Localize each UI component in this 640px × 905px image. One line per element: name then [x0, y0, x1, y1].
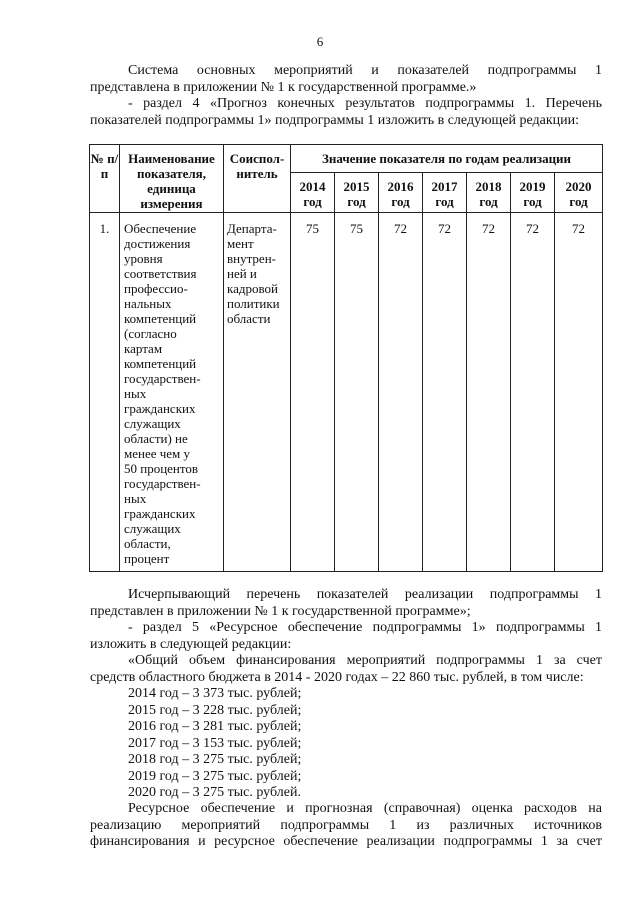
cell-value: 72 [379, 213, 423, 572]
dept-line: мент [227, 236, 254, 251]
name-line: Обеспечение [124, 221, 197, 236]
header-values: Значение показателя по годам реализации [291, 145, 603, 173]
text-line: Исчерпывающий перечень показателей реализации подпрограммы 1 [128, 587, 602, 602]
list-item: 2014 год – 3 373 тыс. рублей; [128, 686, 302, 701]
text-line: показателей подпрограммы 1» подпрограммы 1 изложить в следующей редакции: [90, 112, 580, 128]
header-year: 2019 год [511, 173, 555, 213]
name-line: нальных [124, 296, 172, 311]
name-line: профессио- [124, 281, 188, 296]
header-name: Наименование показателя, единица измерения [120, 145, 224, 213]
name-line: достижения [124, 236, 191, 251]
name-line: служащих [124, 521, 181, 536]
text-line: представлен в приложении № 1 к государственной программе»; [90, 603, 471, 619]
page-number: 6 [316, 34, 324, 49]
header-year: 2015 год [335, 173, 379, 213]
text-line: Система основных мероприятий и показателей подпрограммы 1 [128, 63, 602, 78]
header-coexecutor: Соиспол-нитель [224, 145, 291, 213]
cell-num: 1. [90, 213, 120, 572]
list-item: 2017 год – 3 153 тыс. рублей; [128, 735, 302, 751]
name-line: государствен- [124, 371, 201, 386]
name-line: компетенций [124, 356, 197, 371]
name-line: ных [124, 491, 147, 506]
cell-name [120, 213, 224, 572]
name-line: области, [124, 536, 171, 551]
header-year: 2017 год [423, 173, 467, 213]
name-line: процент [124, 551, 170, 566]
text-line: средств областного бюджета в 2014 - 2020 годах – 22 860 тыс. рублей, в том числе: [90, 669, 584, 685]
list-item: 2019 год – 3 275 тыс. рублей; [128, 768, 302, 784]
cell-value: 75 [335, 213, 379, 572]
dept-line: политики [227, 296, 280, 311]
cell-value: 72 [511, 213, 555, 572]
list-item: 2015 год – 3 228 тыс. рублей; [128, 702, 302, 718]
name-line: менее чем у [124, 446, 191, 461]
name-line: картам [124, 341, 163, 356]
text-line: реализацию мероприятий подпрограммы 1 из различных источников [90, 817, 602, 833]
funding-by-year-list [128, 686, 428, 802]
table-row [90, 213, 603, 572]
dept-line: области [227, 311, 271, 326]
list-item: 2020 год – 3 275 тыс. рублей. [128, 785, 301, 800]
name-line: ных [124, 386, 147, 401]
name-line: (согласно [124, 326, 177, 341]
name-line: компетенций [124, 311, 197, 326]
list-item: 2018 год – 3 275 тыс. рублей; [128, 752, 302, 767]
text-line: Ресурсное обеспечение и прогнозная (справочная) оценка расходов на [128, 801, 602, 816]
header-year: 2020 год [555, 173, 603, 213]
name-line: служащих [124, 416, 181, 431]
resource-paragraph [90, 801, 602, 851]
cell-value: 75 [291, 213, 335, 572]
dept-line: ней и [227, 266, 257, 281]
closing-section [90, 587, 602, 686]
indicators-table [89, 144, 603, 572]
header-year: 2018 год [467, 173, 511, 213]
cell-coexecutor [224, 213, 291, 572]
text-line: финансирования и ресурсное обеспечение реализации подпрограммы 1 за счет [90, 834, 602, 849]
cell-value: 72 [423, 213, 467, 572]
header-year: 2014 год [291, 173, 335, 213]
name-line: 50 процентов [124, 461, 199, 476]
list-item: 2016 год – 3 281 тыс. рублей; [128, 719, 302, 734]
text-line: - раздел 5 «Ресурсное обеспечение подпрограммы 1» подпрограммы 1 [128, 620, 602, 635]
header-num: № п/п [90, 145, 120, 213]
text-line: - раздел 4 «Прогноз конечных результатов подпрограммы 1. Перечень [128, 96, 602, 111]
name-line: соответствия [124, 266, 197, 281]
text-line: представлена в приложении № 1 к государственной программе.» [90, 79, 477, 95]
cell-value: 72 [555, 213, 603, 572]
cell-value: 72 [467, 213, 511, 572]
intro-paragraph [90, 63, 602, 129]
dept-line: Департа- [227, 221, 277, 236]
text-line: «Общий объем финансирования мероприятий подпрограммы 1 за счет [128, 653, 602, 668]
header-year: 2016 год [379, 173, 423, 213]
name-line: области) не [124, 431, 188, 446]
name-line: гражданских [124, 506, 196, 521]
dept-line: кадровой [227, 281, 279, 296]
name-line: уровня [124, 251, 163, 266]
name-line: гражданских [124, 401, 196, 416]
dept-line: внутрен- [227, 251, 276, 266]
text-line: изложить в следующей редакции: [90, 636, 292, 652]
name-line: государствен- [124, 476, 201, 491]
